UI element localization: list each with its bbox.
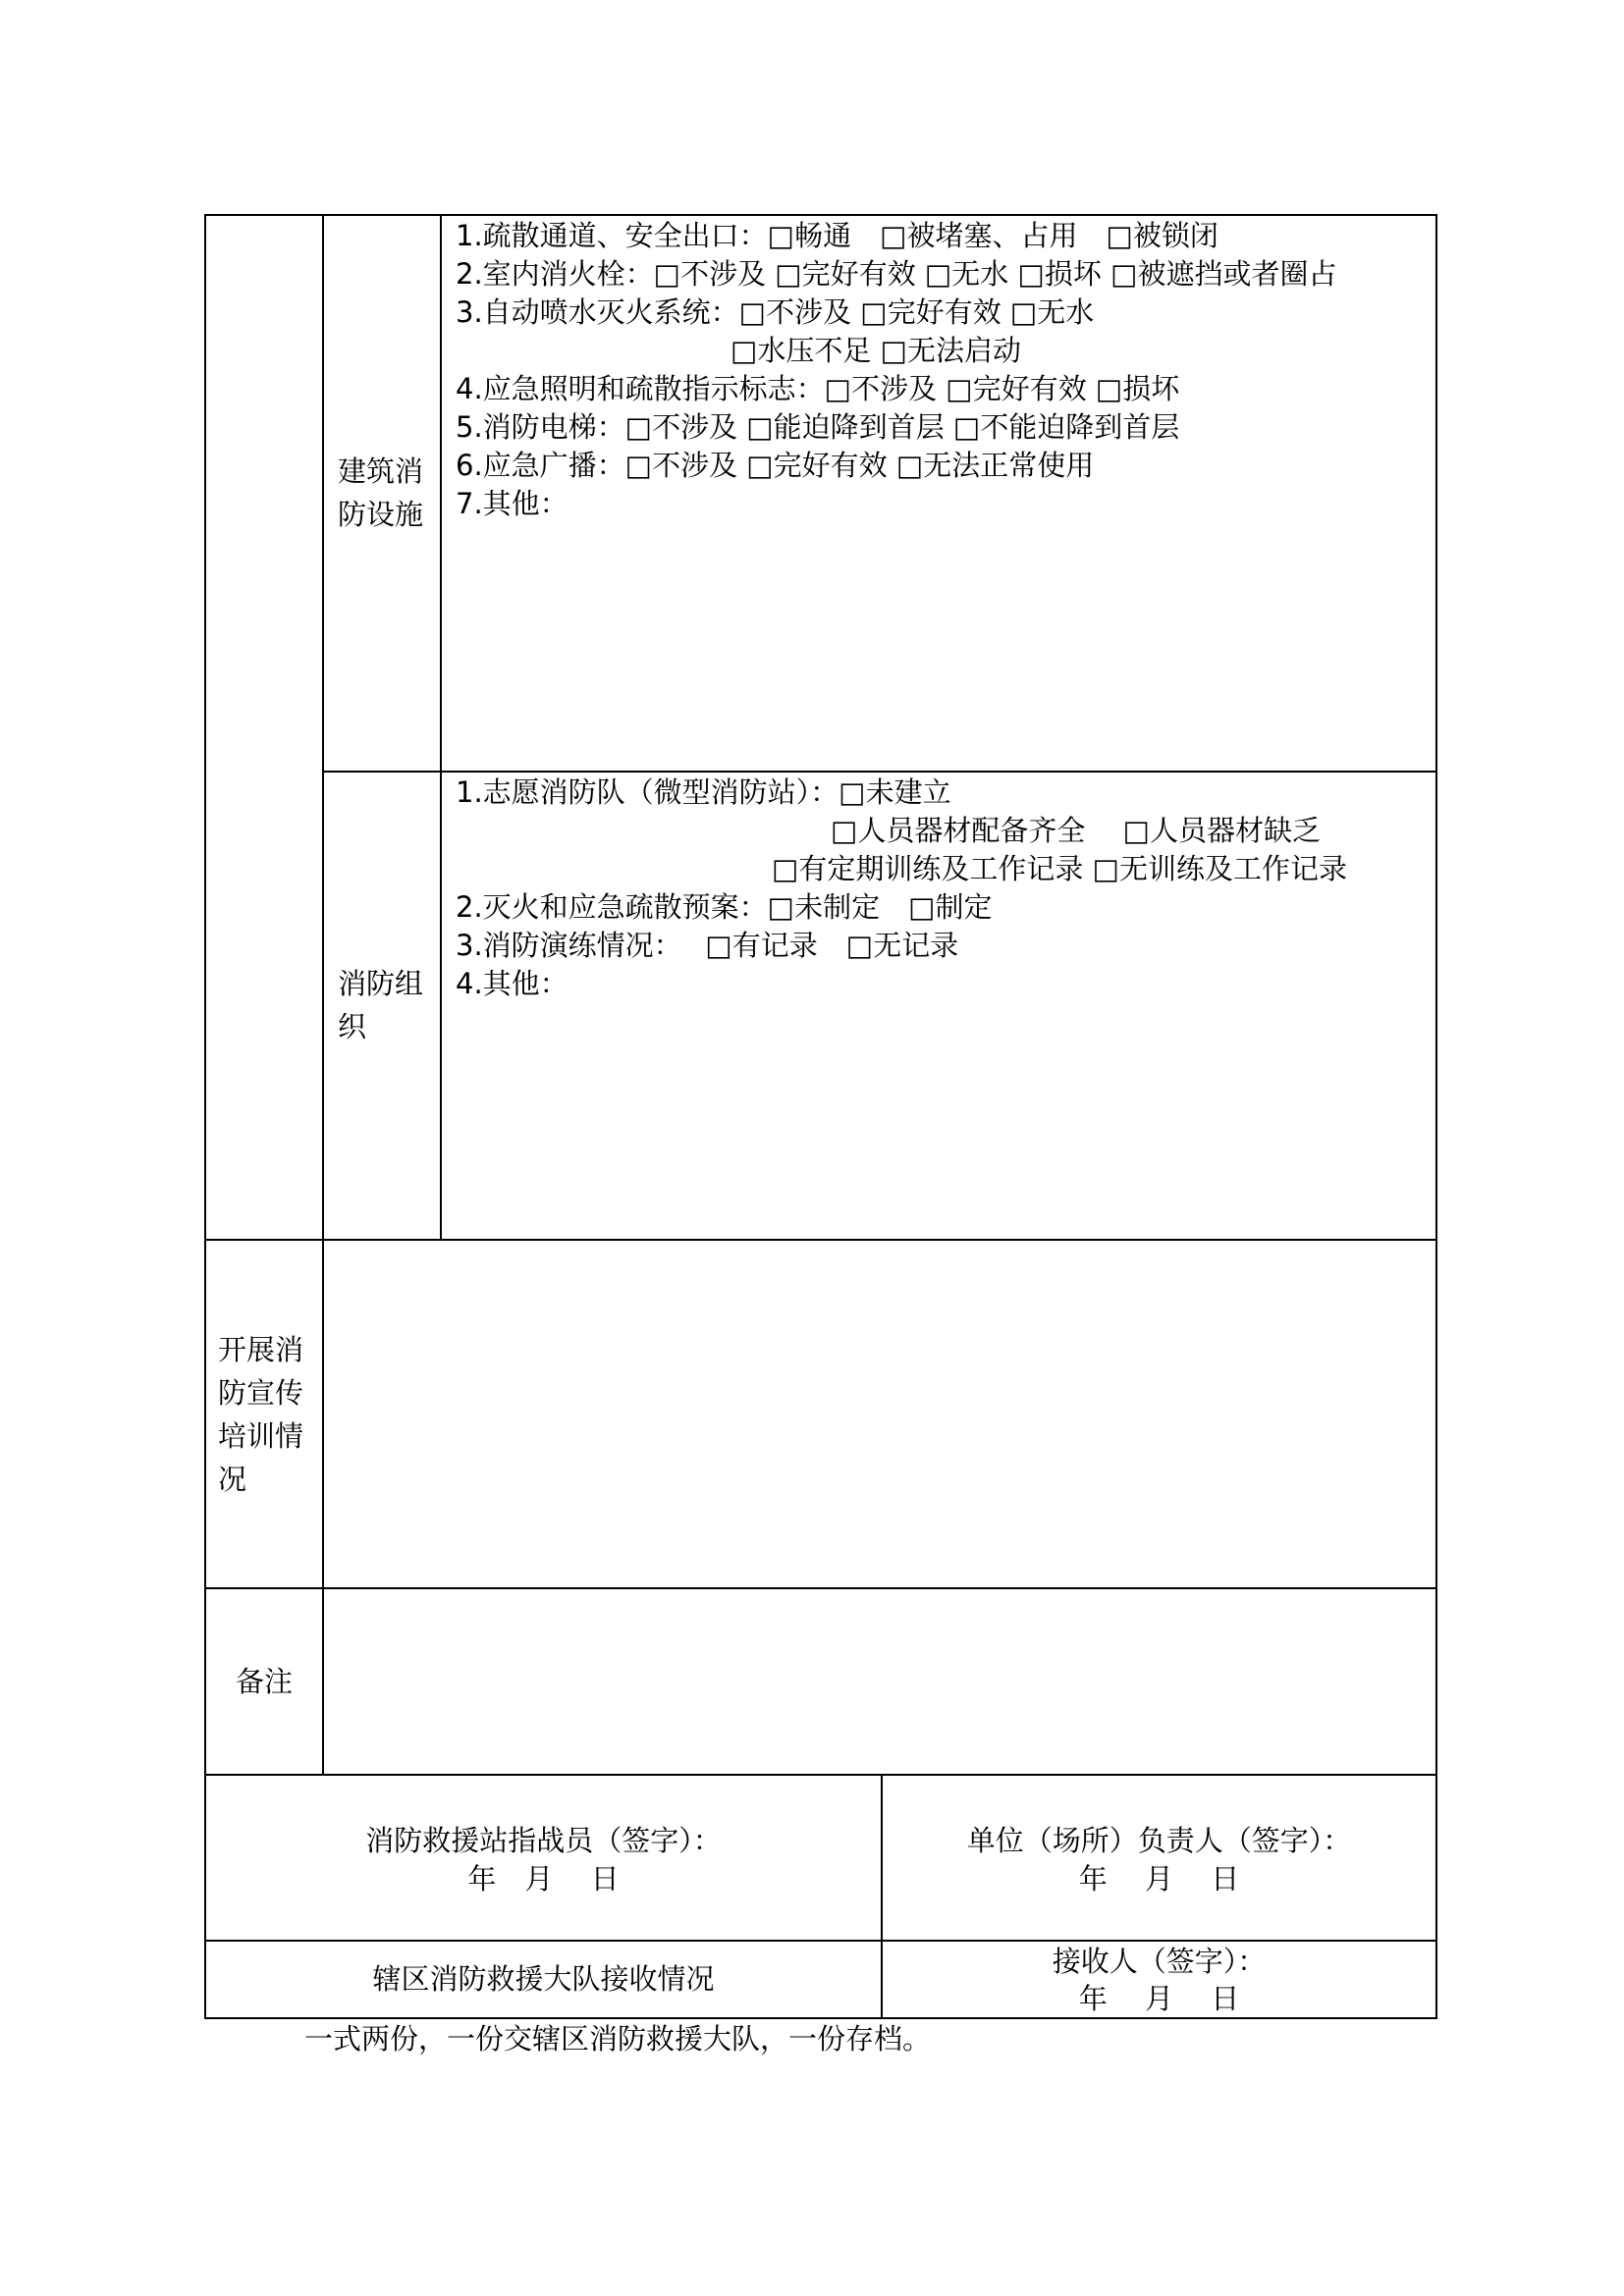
table-border-left bbox=[204, 214, 206, 2019]
row-divider-signatures bbox=[204, 1774, 1437, 1776]
receipt-label: 辖区消防救援大队接收情况 bbox=[372, 1962, 715, 1996]
row-divider-publicity bbox=[204, 1239, 1437, 1241]
organization-item-3: 3.消防演练情况： □有记录 □无记录 bbox=[456, 929, 959, 962]
building-facilities-label: 建筑消防设施 bbox=[338, 454, 424, 531]
publicity-training-field[interactable] bbox=[326, 1243, 1434, 1585]
building-facility-item-3: 3.自动喷水灭火系统：□不涉及 □完好有效 □无水 bbox=[456, 295, 1095, 329]
remarks-field[interactable] bbox=[326, 1591, 1434, 1772]
row-divider-organization bbox=[322, 771, 1437, 773]
table-border-bottom bbox=[204, 2017, 1437, 2019]
station-officer-signature: 消防救援站指战员（签字）： bbox=[365, 1824, 722, 1857]
fire-organization-label: 消防组织 bbox=[338, 967, 424, 1043]
column-divider-content bbox=[440, 214, 442, 1241]
unit-principal-date: 年 月 日 bbox=[1078, 1862, 1240, 1896]
building-facility-item-7: 7.其他： bbox=[456, 487, 568, 520]
column-divider-label bbox=[322, 214, 324, 1776]
building-facility-item-2: 2.室内消火栓：□不涉及 □完好有效 □无水 □损坏 □被遮挡或者圈占 bbox=[456, 257, 1337, 291]
station-officer-date: 年 月 日 bbox=[467, 1862, 620, 1896]
building-facility-item-1: 1.疏散通道、安全出口：□畅通 □被堵塞、占用 □被锁闭 bbox=[456, 219, 1218, 252]
building-facility-item-3-cont: □水压不足 □无法启动 bbox=[731, 334, 1022, 367]
receiver-date: 年 月 日 bbox=[1078, 1982, 1240, 2015]
organization-item-1-cont-a: □人员器材配备齐全 □人员器材缺乏 bbox=[831, 814, 1322, 847]
row-divider-remarks bbox=[204, 1587, 1437, 1589]
unit-principal-signature: 单位（场所）负责人（签字）： bbox=[966, 1824, 1352, 1857]
table-border-top bbox=[204, 214, 1437, 216]
organization-item-1-cont-b: □有定期训练及工作记录 □无训练及工作记录 bbox=[772, 852, 1348, 885]
row-divider-receipt bbox=[204, 1940, 1437, 1942]
organization-item-1: 1.志愿消防队（微型消防站）：□未建立 bbox=[456, 775, 951, 809]
building-facility-item-4: 4.应急照明和疏散指示标志：□不涉及 □完好有效 □损坏 bbox=[456, 372, 1180, 405]
table-border-right bbox=[1435, 214, 1437, 2019]
organization-item-4: 4.其他： bbox=[456, 967, 568, 1000]
organization-item-2: 2.灭火和应急疏散预案：□未制定 □制定 bbox=[456, 890, 993, 924]
footnote: 一式两份，一份交辖区消防救援大队，一份存档。 bbox=[304, 2022, 932, 2056]
building-facility-item-6: 6.应急广播：□不涉及 □完好有效 □无法正常使用 bbox=[456, 449, 1095, 482]
remarks-label: 备注 bbox=[235, 1665, 293, 1698]
building-facility-item-5: 5.消防电梯：□不涉及 □能迫降到首层 □不能迫降到首层 bbox=[456, 410, 1180, 444]
publicity-training-label: 开展消防宣传培训情况 bbox=[218, 1333, 304, 1496]
receiver-signature: 接收人（签字）： bbox=[1052, 1945, 1267, 1978]
